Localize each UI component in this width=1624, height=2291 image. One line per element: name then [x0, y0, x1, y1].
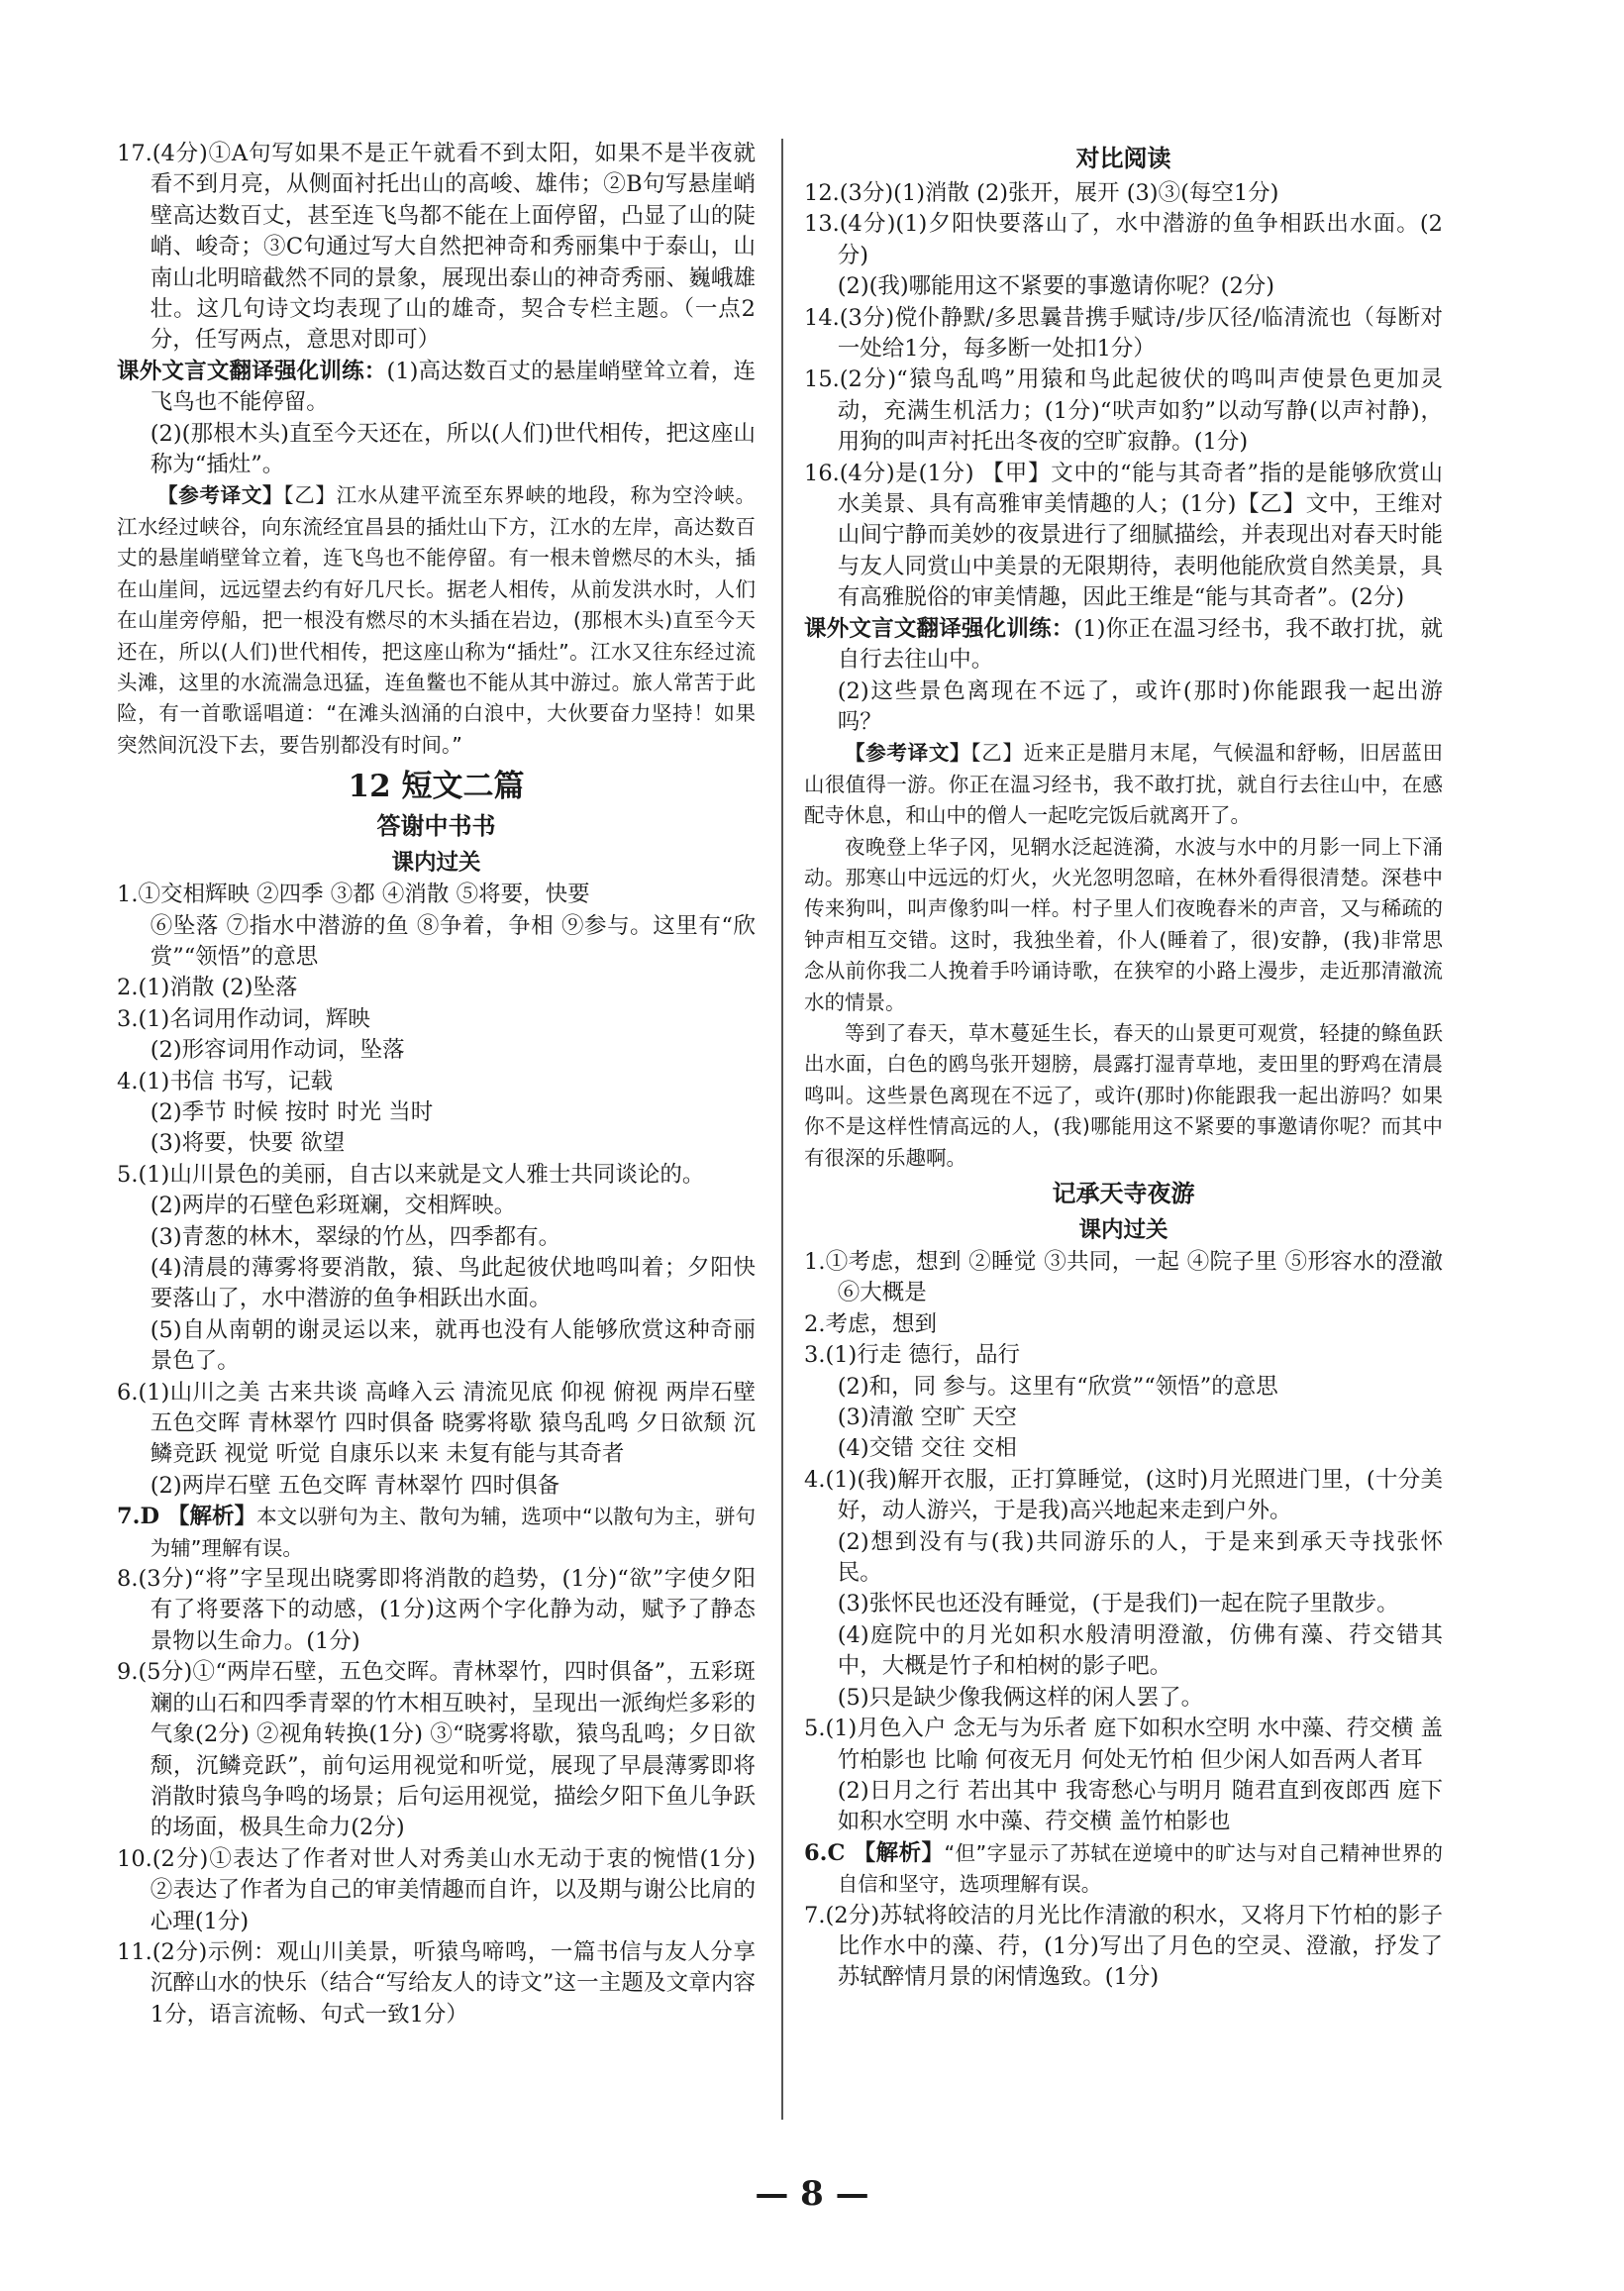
extracurricular-translation-1: 课外文言文翻译强化训练：(1)你正在温习经书，我不敢打扰，就自行去往山中。 — [804, 615, 1443, 674]
answer-5-2: (2)日月之行 若出其中 我寄愁心与明月 随君直到夜郎西 庭下如积水空明 水中藻、荇交横 盖竹柏影也 — [837, 1777, 1443, 1835]
answer-6: 6.C 【解析】“但”字显示了苏轼在逆境中的旷达与对自己精神世界的自信和坚守，选项理解有误。 — [804, 1839, 1443, 1897]
reference-translation-2: 夜晚登上华子冈，见辋水泛起涟漪，水波与水中的月影一同上下涌动。那寒山中远远的灯火，火光忽明忽暗，在林外看得很清楚。深巷中传来狗叫，叫声像豹叫一样。村子里人们夜晚舂米的声音，又与稀疏的钟声相互交错。这时，我独坐着，仆人(睡着了，很)安静，(我)非常思念从前你我二人挽着手吟诵诗歌，在狭窄的小路上漫步，走近那清澈流水的情景。 — [804, 834, 1443, 1014]
answer-13-2: (2)(我)哪能用这不紧要的事邀请你呢？(2分) — [837, 273, 1275, 300]
answer-8: 8.(3分)“将”字呈现出晓雾即将消散的趋势，(1分)“欲”字使夕阳有了将要落下的动感，(1分)这两个字化静为动，赋予了静态景物以生命力。(1分) — [117, 1566, 756, 1654]
answer-4-5: (5)只是缺少像我俩这样的闲人罢了。 — [837, 1684, 1204, 1711]
answer-4-1: 4.(1)书信 书写，记载 — [117, 1068, 333, 1094]
answer-3-4: (4)交错 交往 交相 — [837, 1435, 1017, 1462]
extracurricular-translation-2: (2)这些景色离现在不远了，或许(那时)你能跟我一起出游吗？ — [837, 677, 1443, 735]
answer-5-3: (3)青葱的林木，翠绿的竹丛，四季都有。 — [150, 1223, 561, 1250]
section-label: 课外文言文翻译强化训练： — [117, 358, 387, 384]
answer-3-1: 3.(1)行走 德行，品行 — [804, 1342, 1020, 1369]
answer-9: 9.(5分)①“两岸石壁，五色交晖。青林翠竹，四时俱备”，五彩斑斓的山石和四季青翠的竹木相互映衬，呈现出一派绚烂多彩的气象(2分) ②视角转换(1分) ③“晓雾将歇，猿鸟乱鸣；夕日欲颓，沉鳞竞跃”，前句运用视觉和听觉，展现了早晨薄雾即将消散时猿鸟争鸣的场景；后句运用视觉，描绘夕阳下鱼儿争跃的场面，极具生命力(2分) — [117, 1659, 756, 1841]
reference-translation-3: 等到了春天，草木蔓延生长，春天的山景更可观赏，轻捷的鲦鱼跃出水面，白色的鸥鸟张开翅膀，晨露打湿青草地，麦田里的野鸡在清晨鸣叫。这些景色离现在不远了，或许(那时)你能跟我一起出游吗？如果你不是这样性情高远的人，(我)哪能用这不紧要的事邀请你呢？而其中有很深的乐趣啊。 — [804, 1020, 1443, 1170]
lesson-title: 答谢中书书 — [376, 811, 496, 841]
answer-3-1: 3.(1)名词用作动词，辉映 — [117, 1005, 370, 1032]
column-divider — [781, 139, 783, 2120]
answer-4-4: (4)庭院中的月光如积水般清明澄澈，仿佛有藻、荇交错其中，大概是竹子和柏树的影子吧。 — [837, 1621, 1443, 1680]
lesson-title: 记承天寺夜游 — [1052, 1179, 1195, 1207]
answer-4-2: (2)想到没有与(我)共同游乐的人，于是来到承天寺找张怀民。 — [837, 1528, 1443, 1587]
answer-10: 10.(2分)①表达了作者对世人对秀美山水无动于衷的惋惜(1分) ②表达了作者为自己的审美情趣而自许，以及期与谢公比肩的心理(1分) — [117, 1845, 756, 1934]
page-number: — 8 — — [755, 2174, 869, 2214]
answer-3-2: (2)和，同 参与。这里有“欣赏”“领悟”的意思 — [837, 1373, 1278, 1400]
section-title: 课内过关 — [391, 850, 481, 877]
reference-translation-1: 【参考译文】【乙】近来正是腊月末尾，气候温和舒畅，旧居蓝田山很值得一游。你正在温习经书，我不敢打扰，就自行去往山中，在感配寺休息，和山中的僧人一起吃完饭后就离开了。 — [804, 741, 1444, 828]
answer-1b: ⑥坠落 ⑦指水中潜游的鱼 ⑧争着，争相 ⑨参与。这里有“欣赏”“领悟”的意思 — [150, 912, 756, 970]
ref-label: 【参考译文】 — [157, 483, 284, 508]
answer-17: 17.(4分)①A句写如果不是正午就看不到太阳，如果不是半夜就看不到月亮，从侧面衬托出山的高峻、雄伟；②B句写悬崖峭壁高达数百丈，甚至连飞鸟都不能在上面停留，凸显了山的陡峭、峻奇；③C句通过写大自然把神奇和秀丽集中于泰山，山南山北明暗截然不同的景象，展现出泰山的神奇秀丽、巍峨雄壮。这几句诗文均表现了山的雄奇，契合专栏主题。（一点2分，任写两点，意思对即可） — [117, 141, 756, 354]
answer-13-1: 13.(4分)(1)夕阳快要落山了，水中潜游的鱼争相跃出水面。(2分) — [804, 211, 1443, 268]
extracurricular-translation-1: 课外文言文翻译强化训练：(1)高达数百丈的悬崖峭壁耸立着，连飞鸟也不能停留。 — [117, 358, 756, 416]
answer-16: 16.(4分)是(1分) 【甲】文中的“能与其奇者”指的是能够欣赏山水美景、具有高雅审美情趣的人；(1分)【乙】文中，王维对山间宁静而美妙的夜景进行了细腻描绘，并表现出对春天时能与友人同赏山中美景的无限期待，表明他能欣赏自然美景，具有高雅脱俗的审美情趣，因此王维是“能与其奇者”。(2分) — [804, 460, 1443, 611]
answer-6-2: (2)两岸石壁 五色交晖 青林翠竹 四时俱备 — [150, 1472, 560, 1499]
answer-2: 2.考虑，想到 — [804, 1310, 937, 1337]
extracurricular-translation-2: (2)(那根木头)直至今天还在，所以(人们)世代相传，把这座山称为“插灶”。 — [150, 420, 756, 478]
answer-5-4: (4)清晨的薄雾将要消散，猿、鸟此起彼伏地鸣叫着；夕阳快要落山了，水中潜游的鱼争相跃出水面。 — [150, 1255, 756, 1312]
answer-11: 11.(2分)示例：观山川美景，听猿鸟啼鸣，一篇书信与友人分享沉醉山水的快乐（结合“写给友人的诗文”这一主题及文章内容1分，语言流畅、句式一致1分） — [117, 1938, 756, 2028]
answer-4-1: 4.(1)(我)解开衣服，正打算睡觉，(这时)月光照进门里，(十分美好，动人游兴，于是我)高兴地起来走到户外。 — [804, 1466, 1443, 1524]
reference-translation: 【参考译文】【乙】江水从建平流至东界峡的地段，称为空泠峡。江水经过峡谷，向东流经宜昌县的插灶山下方，江水的左岸，高达数百丈的悬崖峭壁耸立着，连飞鸟也不能停留。有一根未曾燃尽的木头，插在山崖间，远远望去约有好几尺长。据老人相传，从前发洪水时，人们在山崖旁停船，把一根没有燃尽的木头插在岩边，(那根木头)直至今天还在，所以(人们)世代相传，把这座山称为“插灶”。江水又往东经过流头滩，这里的水流湍急迅猛，连鱼鳖也不能从其中游过。旅人常苦于此险，有一首歌谣唱道：“在滩头汹涌的白浪中，大伙要奋力坚持！如果突然间沉没下去，要告别都没有时间。” — [117, 483, 757, 757]
answer-3-2: (2)形容词用作动词，坠落 — [150, 1037, 405, 1064]
ref-label: 【参考译文】 — [845, 741, 971, 766]
answer-4-3: (3)张怀民也还没有睡觉，(于是我们)一起在院子里散步。 — [837, 1591, 1399, 1617]
answer-4-2: (2)季节 时候 按时 时光 当时 — [150, 1098, 434, 1125]
answer-7: 7.(2分)苏轼将皎洁的月光比作清澈的积水，又将月下竹柏的影子比作水中的藻、荇，(1分)写出了月色的空灵、澄澈，抒发了苏轼醉情月景的闲情逸致。(1分) — [804, 1902, 1443, 1991]
right-column — [804, 139, 1443, 1994]
answer-14: 14.(3分)傥仆静默/多思曩昔携手赋诗/步仄径/临清流也（每断对一处给1分，每多断一处扣1分） — [804, 304, 1443, 363]
answer-7: 7.D 【解析】本文以骈句为主、散句为辅，选项中“以散句为主，骈句为辅”理解有误。 — [117, 1504, 756, 1560]
answer-5-2: (2)两岸的石壁色彩斑斓，交相辉映。 — [150, 1193, 517, 1219]
answer-12: 12.(3分)(1)消散 (2)张开，展开 (3)③(每空1分) — [804, 180, 1279, 206]
answer-5-1: 5.(1)山川景色的美丽，自古以来就是文人雅士共同谈论的。 — [117, 1161, 705, 1188]
unit-title: 12 短文二篇 — [348, 769, 525, 805]
section-title: 对比阅读 — [1075, 144, 1171, 172]
section-title: 课内过关 — [1078, 1217, 1168, 1243]
section-label: 课外文言文翻译强化训练： — [804, 615, 1074, 642]
answer-4-3: (3)将要，快要 欲望 — [150, 1130, 346, 1157]
answer-3-3: (3)清澈 空旷 天空 — [837, 1405, 1017, 1431]
answer-2: 2.(1)消散 (2)坠落 — [117, 975, 298, 1001]
answer-6-1: 6.(1)山川之美 古来共谈 高峰入云 清流见底 仰视 俯视 两岸石壁 五色交晖 青林翠竹 四时俱备 晓雾将歇 猿鸟乱鸣 夕日欲颓 沉鳞竞跃 视觉 听觉 自康乐以来 未复有能与其奇者 — [117, 1379, 756, 1468]
answer-1: 1.①考虑，想到 ②睡觉 ③共同，一起 ④院子里 ⑤形容水的澄澈 ⑥大概是 — [804, 1249, 1443, 1306]
answer-15: 15.(2分)“猿鸟乱鸣”用猿和鸟此起彼伏的鸣叫声使景色更加灵动，充满生机活力；(1分)“吠声如豹”以动写静(以声衬静)，用狗的叫声衬托出冬夜的空旷寂静。(1分) — [804, 366, 1443, 456]
answer-5-1: 5.(1)月色入户 念无与为乐者 庭下如积水空明 水中藻、荇交横 盖竹柏影也 比喻 何夜无月 何处无竹柏 但少闲人如吾两人者耳 — [804, 1716, 1443, 1773]
left-column — [117, 139, 756, 2031]
answer-1a: 1.①交相辉映 ②四季 ③都 ④消散 ⑤将要，快要 — [117, 882, 590, 908]
answer-5-5: (5)自从南朝的谢灵运以来，就再也没有人能够欣赏这种奇丽景色了。 — [150, 1316, 756, 1375]
